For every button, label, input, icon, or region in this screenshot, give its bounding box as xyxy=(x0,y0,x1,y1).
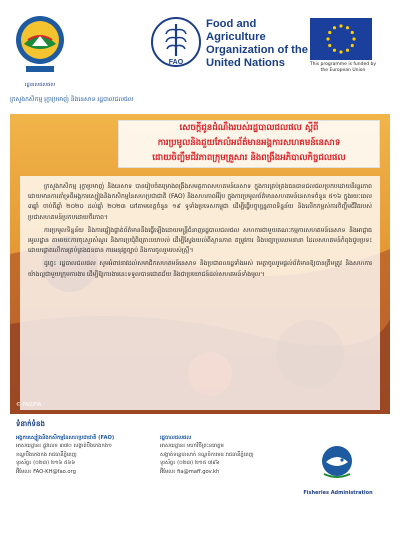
header-logos xyxy=(0,0,400,92)
ministry-line: ក្រសួងកសិកម្ម រុក្ខាប្រមាញ់ និងនេសាទ រដ្ឋបាលជលផល xyxy=(10,96,134,103)
fia-caption: រដ្ឋបាលជលផល xyxy=(24,82,56,88)
eu-flag-logo xyxy=(310,18,372,60)
contact-fia xyxy=(160,434,300,476)
fao-organization-name: Food and Agriculture Organization of the United Nations xyxy=(206,18,308,69)
notice-title-box xyxy=(118,120,380,168)
notice-title-line-2: ការប្រមូលនិងជួយកែលំអព័ត៌មានអង្គការសហគមន៍នេសាទ xyxy=(157,138,341,148)
contact-fia-line: អាសយដ្ឋាន៖ មហាវិថីព្រះនរោត្តម xyxy=(160,443,224,450)
notice-body xyxy=(20,176,380,410)
eu-star-icon xyxy=(333,49,336,52)
photo-credit: © FAO/FiA xyxy=(16,402,42,408)
fisheries-administration-caption: Fisheries Administration xyxy=(303,490,373,496)
contact-fao xyxy=(16,434,156,476)
contact-fia-line: អ៊ីមែល៖ fia@maff.gov.kh xyxy=(160,468,220,475)
eu-star-icon xyxy=(339,24,342,27)
eu-star-icon xyxy=(326,37,329,40)
eu-star-icon xyxy=(333,26,336,29)
contact-fao-line: អ៊ីមែល៖ FAO-KH@fao.org xyxy=(16,468,76,475)
eu-star-icon xyxy=(328,31,331,34)
contact-fia-line: ទូរស័ព្ទ៖ (០២៣) ២១៥ ៧៩៦ xyxy=(160,460,220,467)
notice-paragraph-2: ការប្រមូលទិន្នន័យ និងការផ្ទៀងផ្ទាត់ព័ត៌មាននឹងធ្វើឡើងដោយមន្ត្រីជំនាញរដ្ឋបាលជលផល សហការជាមួយគណៈកម្មការសហគមន៍នេសាទ និងអាជ្ញាធរមូលដ្ឋាន តាមរយៈការចុះសួរសំណួរ និងការប្រជុំពិគ្រោះយោបល់ ដើម្បីស្វែងយល់ពីស្ថានភាព តម្រូវការ និងបញ្ហាប្រឈមនានា ដែលសហគមន៍កំពុងជួបប្រទះ ដោយផ្តោតលើការគ្រប់គ្រងធនធាន ការអនុវត្តច្បាប់ និងការចូលរួមរបស់ស្ត្រី។ xyxy=(28,226,372,255)
eu-star-icon xyxy=(351,31,354,34)
contact-fao-line: អាសយដ្ឋាន៖ ផ្លូវលេខ ៣៧០ សង្កាត់បឹងកេងកង១ xyxy=(16,443,112,450)
eu-star-icon xyxy=(339,50,342,53)
notice-title-line-1: សេចក្តីជូនដំណឹងរបស់រដ្ឋបាលជលផល ស្តីពី xyxy=(179,123,319,133)
fisheries-administration-logo xyxy=(320,444,354,484)
contact-footer xyxy=(10,420,390,536)
eu-funding-note: This programme is funded by the European Union xyxy=(309,62,377,73)
eu-star-icon xyxy=(351,44,354,47)
contact-fao-line: ទូរស័ព្ទ៖ (០២៣) ២១៦ ៥៦៦ xyxy=(16,460,76,467)
contact-fao-line: ខណ្ឌបឹងកេងកង រាជធានីភ្នំពេញ xyxy=(16,451,77,458)
notice-paragraph-3: ដូច្នេះ រដ្ឋបាលជលផល សូមអំពាវនាវដល់សមាជិកសហគមន៍នេសាទ និងប្រជាពលរដ្ឋទាំងអស់ មេត្តាចូលរួមផ្តល់ព័ត៌មានឱ្យបានត្រឹមត្រូវ និងសហការយ៉ាងល្អជាមួយក្រុមការងារ ដើម្បីឱ្យការងារនេះទទួលបានជោគជ័យ និងជាប្រយោជន៍ដល់សហគមន៍ទាំងមូល។ xyxy=(28,260,372,278)
notice-title-line-3: ដោយចិញ្ចឹមជីវភាពក្រុមគ្រួសារ និងពង្រឹងអភិបាលកិច្ចជលផល xyxy=(152,153,346,163)
eu-star-icon xyxy=(346,49,349,52)
notice-paragraph-1: ក្រសួងកសិកម្ម រុក្ខាប្រមាញ់ និងនេសាទ បានរៀបចំគម្រោងពង្រឹងសមត្ថភាពសហគមន៍នេសាទ ក្នុងការគ្រប់គ្រងធនធានជលផលប្រកបដោយនិរន្តរភាព ដោយមានការគាំទ្រពីអង្គការស្បៀងនិងកសិកម្មនៃសហប្រជាជាតិ (FAO) និងសហភាពអឺរ៉ុប ក្នុងការប្រមូលព័ត៌មានសហគមន៍នេសាទចំនួន ៥១៦ ក្នុងរយៈពេល ៣ឆ្នាំ ចាប់ពីឆ្នាំ ២០២០ ដល់ឆ្នាំ ២០២៣ នៅតាមខេត្តចំនួន ១៩ ទូទាំងប្រទេសកម្ពុជា ដើម្បីធ្វើបច្ចុប្បន្នភាពទិន្នន័យ និងលើកកម្ពស់ការចិញ្ចឹមជីវិតរបស់ប្រជាសហគមន៍ប្រកបដោយចីរភាព។ xyxy=(28,183,372,221)
eu-star-icon xyxy=(328,44,331,47)
contact-heading: ទំនាក់ទំនង xyxy=(16,420,45,428)
eu-star-icon xyxy=(352,37,355,40)
contact-fao-org: អង្គការស្បៀងនិងកសិកម្មនៃសហប្រជាជាតិ (FAO) xyxy=(16,435,115,441)
contact-fia-org: រដ្ឋបាលជលផល xyxy=(160,435,192,441)
fao-logo xyxy=(150,16,202,68)
contact-fia-line: សង្កាត់ទន្លេបាសាក់ ខណ្ឌចំការមន រាជធានីភ្នំពេញ xyxy=(160,451,254,458)
svg-text:FAO: FAO xyxy=(168,59,184,66)
eu-star-icon xyxy=(346,26,349,29)
fia-emblem-logo xyxy=(14,10,66,80)
